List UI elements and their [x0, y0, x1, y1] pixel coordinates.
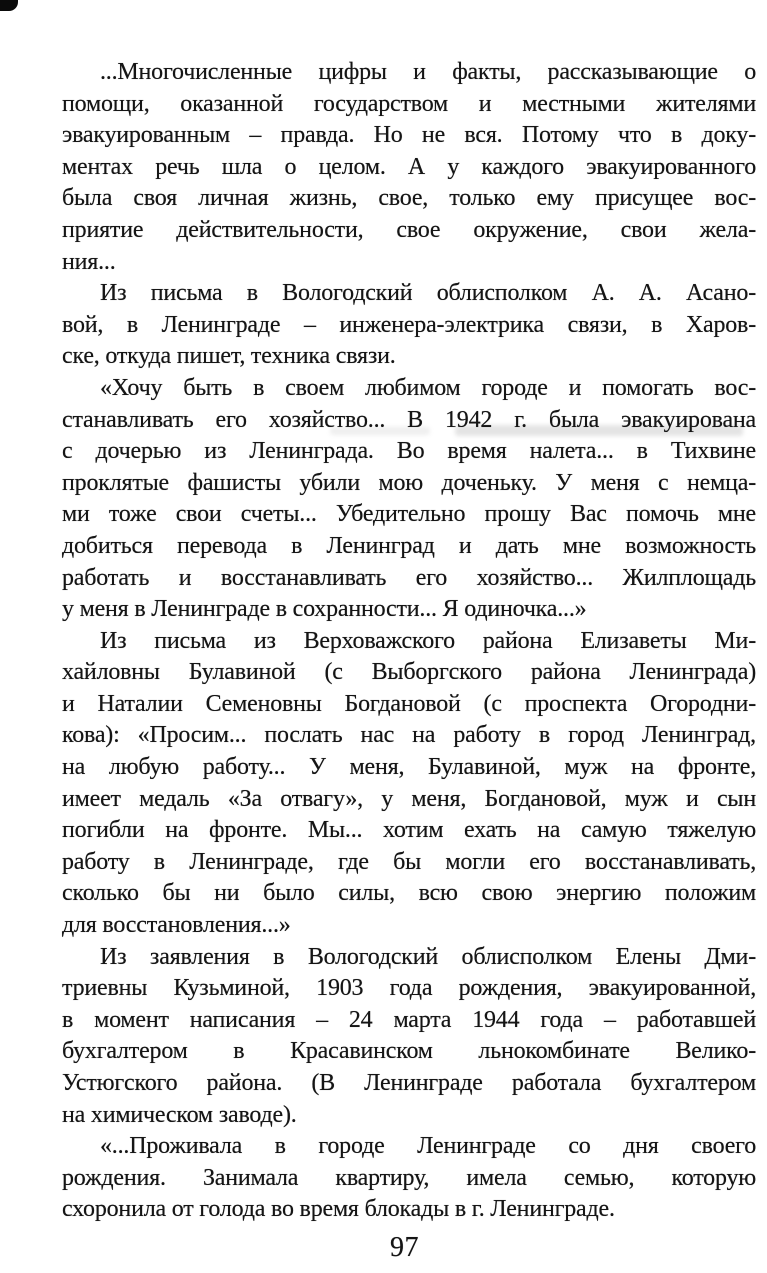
paragraph	[62, 278, 756, 373]
text-line: Из заявления в Вологодский облисполком Елены Дми-	[100, 943, 756, 970]
text-line: была своя личная жизнь, свое, только ему присущее вос-	[62, 185, 756, 212]
text-line: добиться перевода в Ленинград и дать мне возможность	[62, 532, 756, 559]
text-line: с дочерью из Ленинграда. Во время налета... в Тихвине	[62, 438, 756, 465]
text-line: «Хочу быть в своем любимом городе и помогать вос-	[100, 374, 756, 401]
text-line: триевны Кузьминой, 1903 года рождения, эвакуированной,	[62, 975, 756, 1002]
text-line: у меня в Ленинграде в сохранности... Я одиночка...»	[62, 596, 587, 623]
text-line: сколько бы ни было силы, всю свою энергию положим	[62, 880, 756, 907]
text-line: на любую работу... У меня, Булавиной, муж на фронте,	[62, 754, 756, 781]
paragraph	[62, 942, 756, 1132]
page-number: 97	[390, 1232, 419, 1263]
text-line: ске, откуда пишет, техника связи.	[62, 343, 396, 370]
text-line: Устюгского района. (В Ленинграде работала бухгалтером	[62, 1070, 756, 1096]
text-line: схоронила от голода во время блокады в г. Ленинграде.	[62, 1196, 615, 1223]
text-line: Из письма в Вологодский облисполком А. А. Асано-	[100, 280, 756, 307]
paragraph	[62, 626, 756, 942]
text-line: рождения. Занимала квартиру, имела семью, которую	[62, 1164, 756, 1191]
text-line: «...Проживала в городе Ленинграде со дня своего	[100, 1133, 756, 1160]
scan-artifact-corner	[0, 0, 18, 11]
text-line: работу в Ленинграде, где бы могли его восстанавливать,	[62, 848, 756, 875]
text-line: ния...	[62, 248, 116, 275]
text-line: в момент написания – 24 марта 1944 года – работавшей	[62, 1006, 756, 1033]
text-line: хайловны Булавиной (с Выборгского района Ленинграда)	[62, 659, 756, 686]
text-line: проклятые фашисты убили мою доченьку. У меня с немца-	[62, 469, 756, 496]
paragraph	[62, 57, 756, 278]
text-line: бухгалтером в Красавинском льнокомбинате Велико-	[62, 1038, 756, 1065]
text-line: Из письма из Верховажского района Елизаветы Ми-	[100, 627, 756, 654]
text-line: погибли на фронте. Мы... хотим ехать на самую тяжелую	[62, 817, 756, 844]
text-line: работать и восстанавливать его хозяйство... Жилплощадь	[62, 564, 756, 591]
text-line: для восстановления...»	[62, 912, 291, 939]
text-line: эвакуированным – правда. Но не вся. Потому что в доку-	[62, 122, 756, 149]
paragraph	[62, 373, 756, 626]
text-block	[62, 57, 756, 1226]
paragraph	[62, 1131, 756, 1226]
text-line: имеет медаль «За отвагу», у меня, Богдановой, муж и сын	[62, 785, 756, 812]
text-line: приятие действительности, свое окружение, свои жела-	[62, 216, 756, 243]
text-line: на химическом заводе).	[62, 1101, 297, 1128]
text-line: кова): «Просим... послать нас на работу в город Ленинград,	[62, 722, 756, 749]
text-line: ...Многочисленные цифры и факты, рассказывающие о	[100, 59, 756, 85]
text-line: ментах речь шла о целом. А у каждого эвакуированного	[62, 153, 756, 180]
text-line: станавливать его хозяйство... В 1942 г. была эвакуирована	[62, 406, 756, 433]
text-line: помощи, оказанной государством и местными жителями	[62, 90, 756, 117]
text-line: и Наталии Семеновны Богдановой (с проспекта Огородни-	[62, 690, 756, 717]
text-line: ми тоже свои счеты... Убедительно прошу Вас помочь мне	[62, 501, 756, 528]
text-line: вой, в Ленинграде – инженера-электрика связи, в Харов-	[62, 311, 756, 338]
